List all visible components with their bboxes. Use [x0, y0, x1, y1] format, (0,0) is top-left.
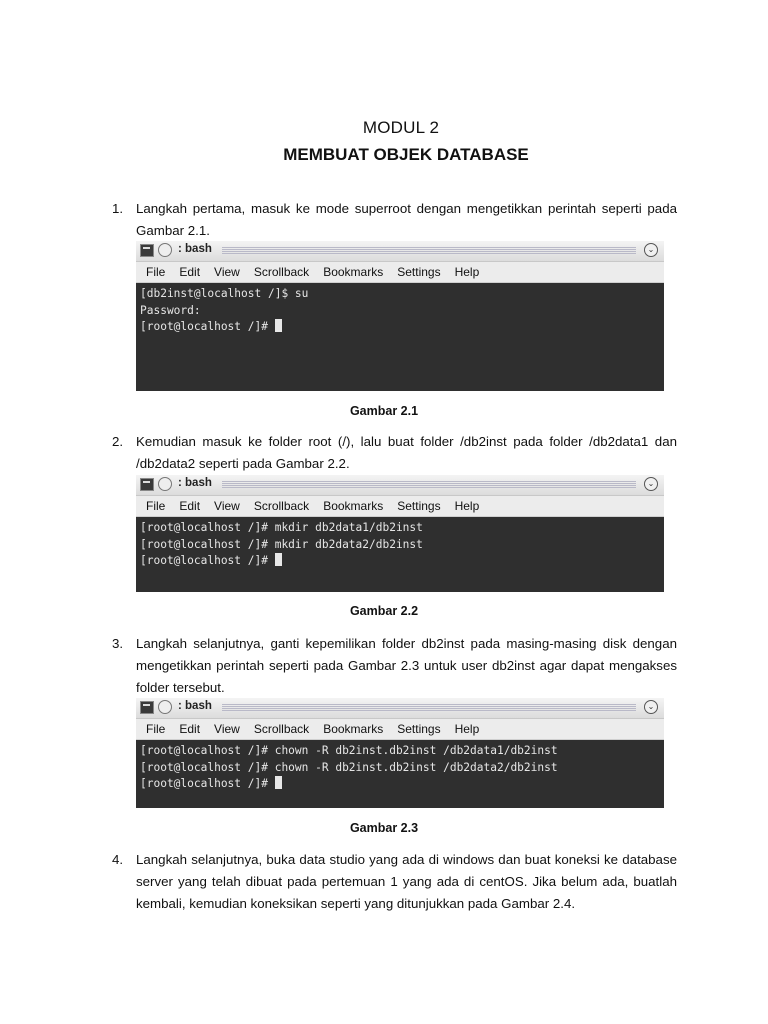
- terminal-line: [root@localhost /]#: [140, 554, 275, 567]
- menu-file[interactable]: File: [146, 265, 166, 279]
- window-menu-chevron-icon[interactable]: ⌄: [644, 243, 658, 257]
- step-number: 2.: [112, 434, 124, 449]
- figure-caption-2-2: Gambar 2.2: [349, 604, 419, 618]
- terminal-window-1: [136, 241, 664, 391]
- terminal-menubar: [136, 496, 664, 517]
- terminal-app-icon[interactable]: [140, 701, 154, 714]
- step-4: [112, 849, 677, 915]
- terminal-line: [root@localhost /]# mkdir db2data2/db2inst: [140, 537, 423, 551]
- terminal-title: : bash: [178, 477, 212, 489]
- menu-help[interactable]: Help: [454, 265, 480, 279]
- menu-edit[interactable]: Edit: [179, 499, 201, 513]
- terminal-title: : bash: [178, 243, 212, 255]
- titlebar-grip: [222, 704, 636, 711]
- terminal-titlebar: [136, 698, 664, 719]
- terminal-menubar: [136, 262, 664, 283]
- step-text: Kemudian masuk ke folder root (/), lalu buat folder /db2inst pada folder /db2data1 dan /db2data2 seperti pada Gambar 2.2.: [136, 434, 677, 471]
- menu-file[interactable]: File: [146, 499, 166, 513]
- titlebar-grip: [222, 247, 636, 254]
- menu-view[interactable]: View: [214, 722, 240, 736]
- terminal-menubar: [136, 719, 664, 740]
- terminal-app-icon[interactable]: [140, 244, 154, 257]
- step-number: 4.: [112, 852, 124, 867]
- terminal-line: [root@localhost /]#: [140, 777, 275, 790]
- step-1: [112, 198, 677, 242]
- menu-settings[interactable]: Settings: [397, 499, 441, 513]
- terminal-screen[interactable]: [136, 740, 664, 796]
- terminal-line: [root@localhost /]# chown -R db2inst.db2inst /db2data2/db2inst: [140, 760, 558, 774]
- menu-view[interactable]: View: [214, 499, 240, 513]
- menu-file[interactable]: File: [146, 722, 166, 736]
- menu-edit[interactable]: Edit: [179, 722, 201, 736]
- sticky-circle-icon[interactable]: [158, 243, 172, 257]
- step-text: Langkah pertama, masuk ke mode superroot dengan mengetikkan perintah seperti pada Gambar 2.1.: [136, 201, 677, 238]
- figure-caption-2-3: Gambar 2.3: [349, 821, 419, 835]
- terminal-line: [db2inst@localhost /]$ su: [140, 287, 309, 300]
- step-text: Langkah selanjutnya, ganti kepemilikan folder db2inst pada masing-masing disk dengan mengetikkan perintah seperti pada Gambar 2.3 untuk user db2inst agar dapat mengakses folder tersebut.: [136, 636, 677, 695]
- step-3: [112, 633, 677, 699]
- menu-bookmarks[interactable]: Bookmarks: [323, 722, 384, 736]
- sticky-circle-icon[interactable]: [158, 477, 172, 491]
- titlebar-grip: [222, 481, 636, 488]
- menu-edit[interactable]: Edit: [179, 265, 201, 279]
- terminal-title: : bash: [178, 700, 212, 712]
- step-number: 1.: [112, 201, 124, 216]
- menu-scrollback[interactable]: Scrollback: [253, 265, 310, 279]
- menu-settings[interactable]: Settings: [397, 722, 441, 736]
- terminal-window-2: [136, 475, 664, 592]
- terminal-screen[interactable]: [136, 517, 664, 573]
- terminal-screen[interactable]: [136, 283, 664, 339]
- terminal-line: [root@localhost /]# mkdir db2data1/db2inst: [140, 521, 423, 534]
- terminal-cursor: [275, 319, 282, 332]
- menu-bookmarks[interactable]: Bookmarks: [323, 265, 384, 279]
- menu-view[interactable]: View: [214, 265, 240, 279]
- step-2: [112, 431, 677, 475]
- window-menu-chevron-icon[interactable]: ⌄: [644, 477, 658, 491]
- terminal-app-icon[interactable]: [140, 478, 154, 491]
- window-menu-chevron-icon[interactable]: ⌄: [644, 700, 658, 714]
- terminal-window-3: [136, 698, 664, 808]
- terminal-titlebar: [136, 475, 664, 496]
- menu-scrollback[interactable]: Scrollback: [253, 499, 310, 513]
- terminal-line: [root@localhost /]# chown -R db2inst.db2inst /db2data1/db2inst: [140, 744, 558, 757]
- menu-help[interactable]: Help: [454, 499, 480, 513]
- terminal-titlebar: [136, 241, 664, 262]
- step-number: 3.: [112, 636, 124, 651]
- menu-scrollback[interactable]: Scrollback: [253, 722, 310, 736]
- terminal-line: [root@localhost /]#: [140, 320, 275, 333]
- terminal-cursor: [275, 553, 282, 566]
- menu-settings[interactable]: Settings: [397, 265, 441, 279]
- terminal-line: Password:: [140, 303, 201, 317]
- module-title: MODUL 2: [362, 118, 440, 137]
- sticky-circle-icon[interactable]: [158, 700, 172, 714]
- step-text: Langkah selanjutnya, buka data studio yang ada di windows dan buat koneksi ke database server yang telah dibuat pada pertemuan 1 yang ada di centOS. Jika belum ada, buatlah kembali, kemudian koneksikan seperti yang ditunjukkan pada Gambar 2.4.: [136, 852, 677, 911]
- module-subtitle: MEMBUAT OBJEK DATABASE: [283, 145, 529, 164]
- menu-help[interactable]: Help: [454, 722, 480, 736]
- terminal-cursor: [275, 776, 282, 789]
- figure-caption-2-1: Gambar 2.1: [349, 404, 419, 418]
- menu-bookmarks[interactable]: Bookmarks: [323, 499, 384, 513]
